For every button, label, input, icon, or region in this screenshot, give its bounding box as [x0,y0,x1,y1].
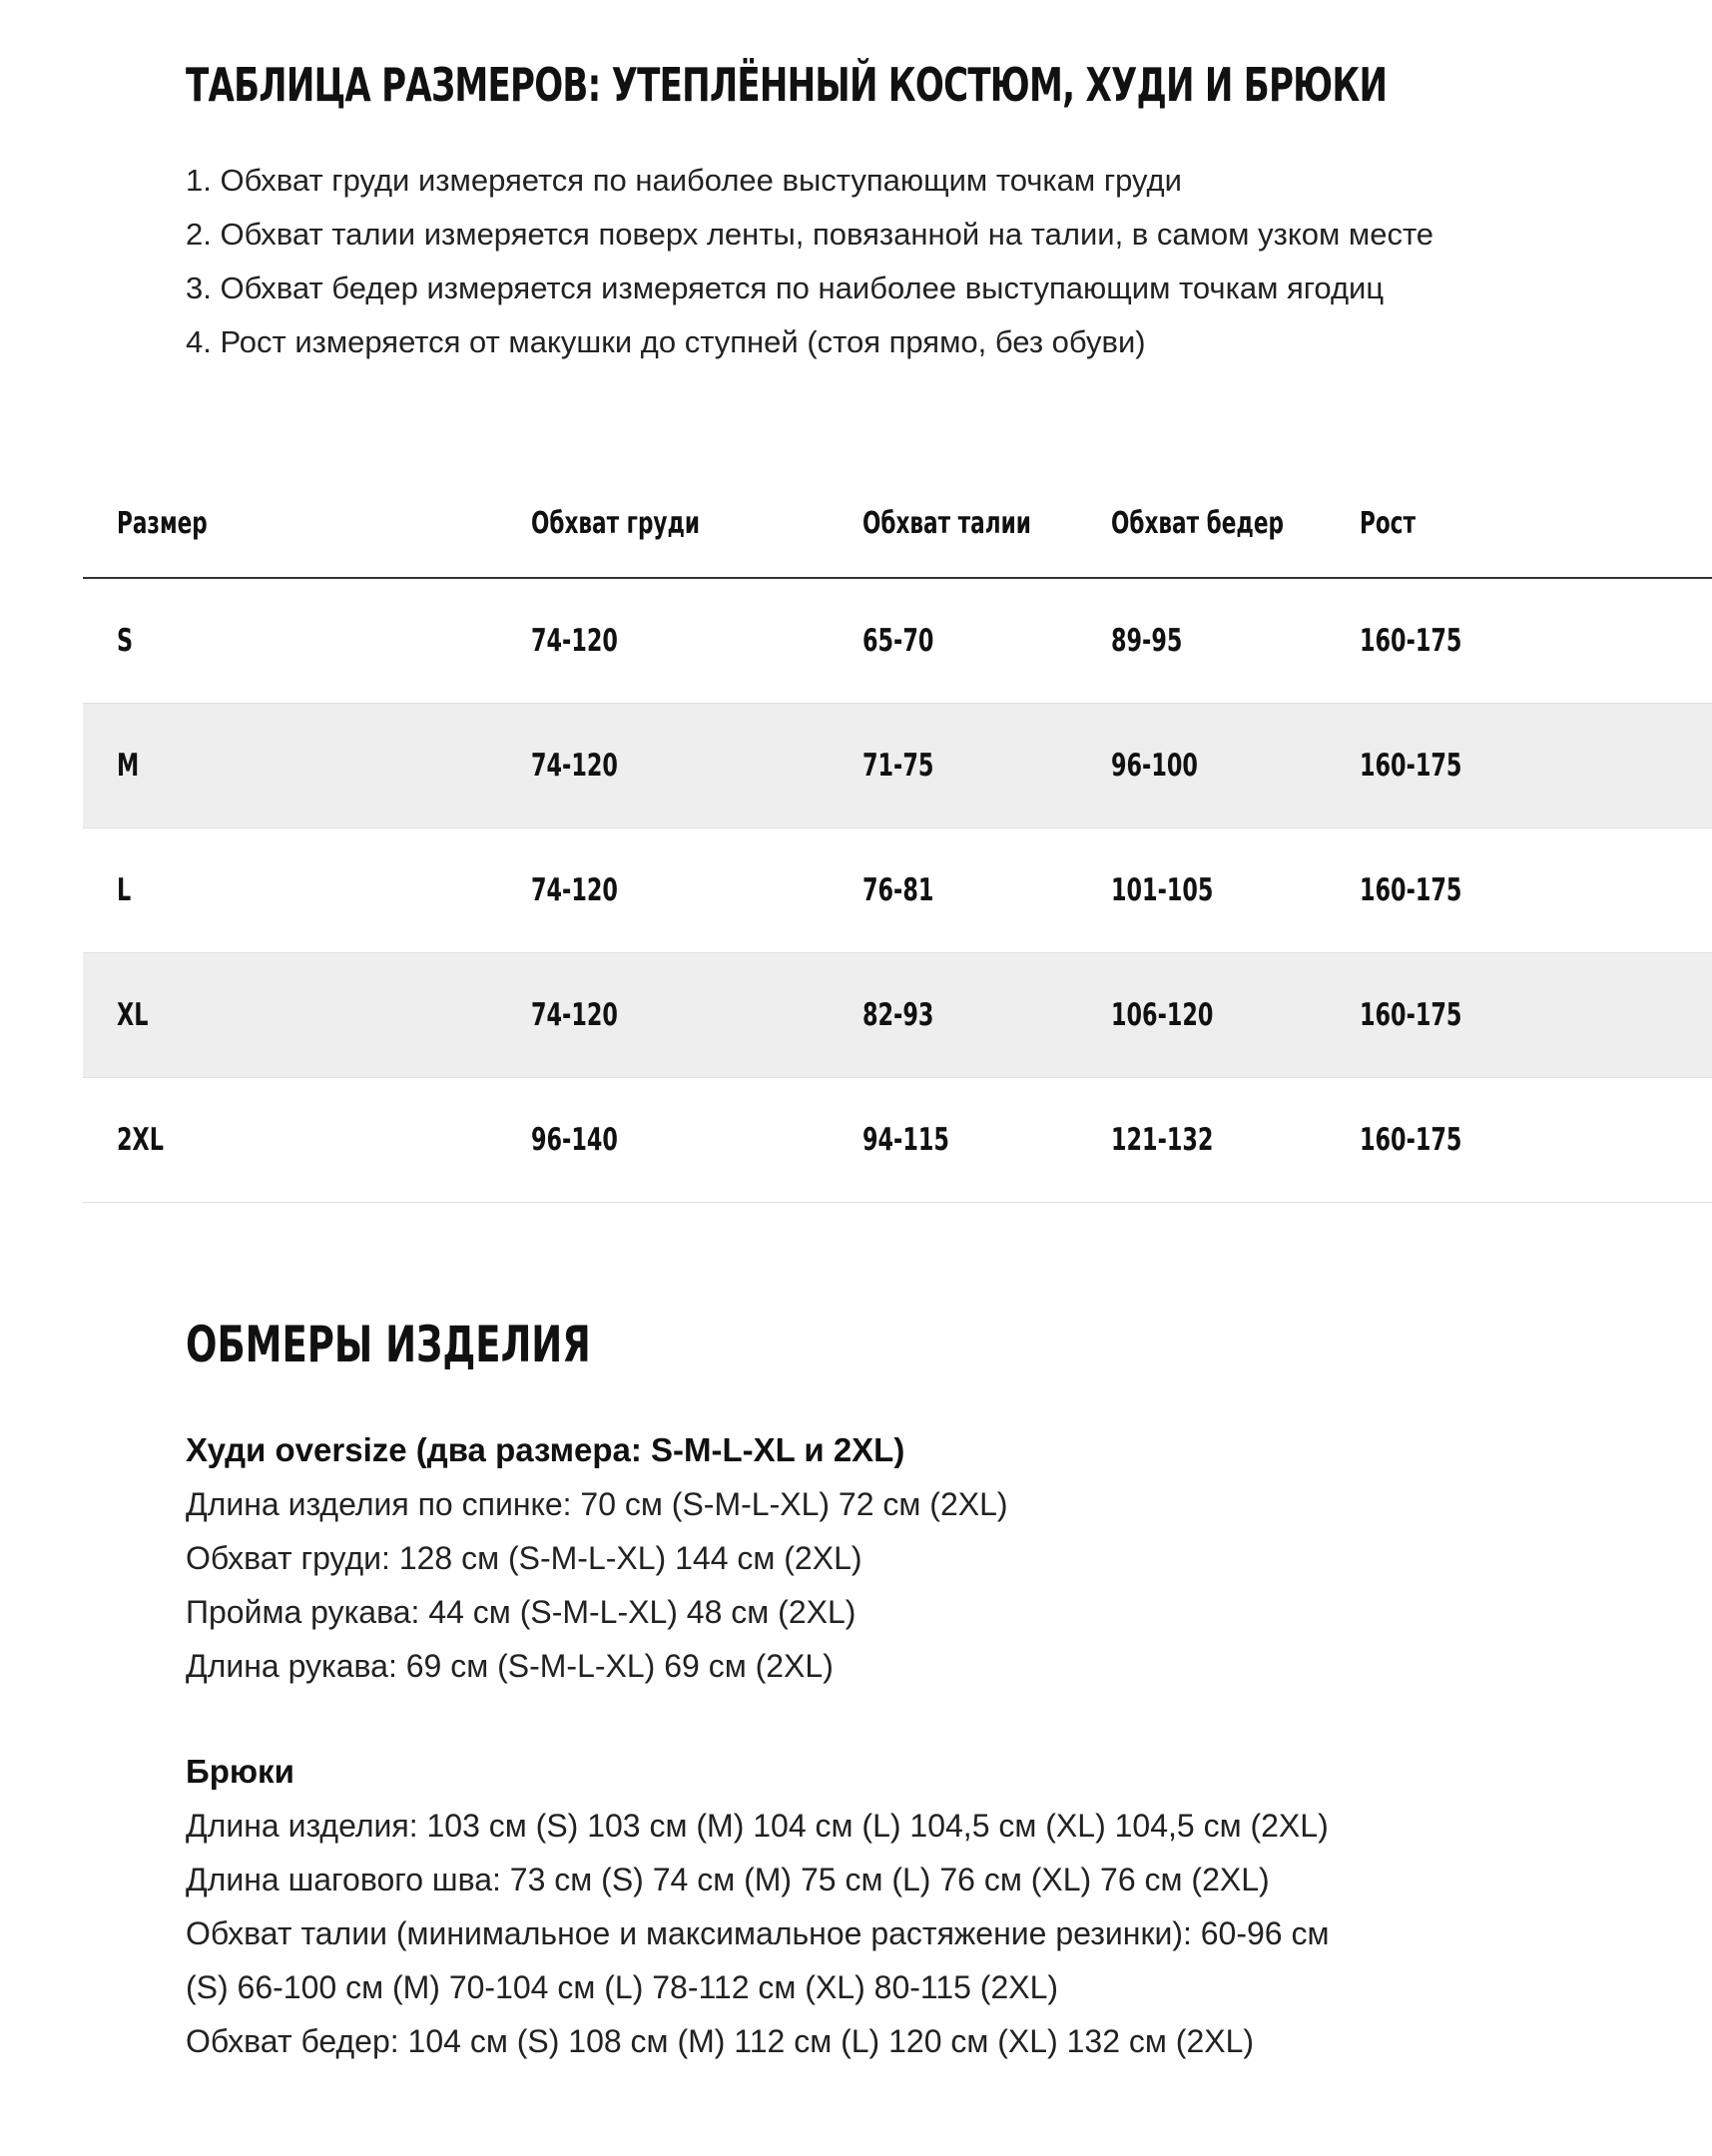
table-cell: 121-132 [1077,1078,1326,1203]
table-cell: 106-120 [1077,953,1326,1078]
size-table [83,469,1712,1203]
measuring-rule-chest: 1. Обхват груди измеряется по наиболее выступающим точкам груди [186,163,1182,198]
table-row [83,704,1712,828]
table-cell: 160-175 [1326,1078,1712,1203]
table-cell: 89-95 [1077,578,1326,704]
measuring-rule-waist: 2. Обхват талии измеряется поверх ленты, повязанной на талии, в самом узком месте [186,217,1434,252]
table-cell: 74-120 [497,578,829,704]
table-cell: 76-81 [829,828,1077,953]
table-cell: 96-100 [1077,704,1326,828]
table-cell: 101-105 [1077,828,1326,953]
table-cell: M [83,704,497,828]
column-header-size: Размер [117,505,208,541]
measuring-rule-hips: 3. Обхват бедер измеряется измеряется по наиболее выступающим точкам ягодиц [186,270,1385,305]
table-cell: 96-140 [497,1078,829,1203]
pants-line: Обхват талии (минимальное и максимальное растяжение резинки): 60-96 см [186,1915,1330,1951]
table-cell: 74-120 [497,953,829,1078]
measuring-rules-list [186,154,1433,369]
hoodie-line: Длина изделия по спинке: 70 см (S-M-L-XL) 72 см (2XL) [186,1486,1008,1522]
pants-heading: Брюки [186,1753,294,1790]
table-cell: 160-175 [1326,704,1712,828]
pants-line: Длина изделия: 103 см (S) 103 см (M) 104 см (L) 104,5 см (XL) 104,5 см (2XL) [186,1808,1329,1844]
table-cell: 160-175 [1326,953,1712,1078]
hoodie-line: Обхват груди: 128 см (S-M-L-XL) 144 см (2XL) [186,1540,862,1576]
measurements-title: ОБМЕРЫ ИЗДЕЛИЯ [186,1316,591,1373]
size-table-header-row [83,469,1712,578]
table-cell: XL [83,953,497,1078]
table-cell: L [83,828,497,953]
pants-line: Обхват бедер: 104 см (S) 108 см (M) 112 см (L) 120 см (XL) 132 см (2XL) [186,2023,1255,2059]
table-cell: 82-93 [829,953,1077,1078]
table-cell: S [83,578,497,704]
table-cell: 160-175 [1326,578,1712,704]
hoodie-line: Длина рукава: 69 см (S-M-L-XL) 69 см (2XL) [186,1648,834,1684]
hoodie-measurements [186,1423,1008,1693]
table-row [83,828,1712,953]
column-header-chest: Обхват груди [531,505,701,541]
table-cell: 65-70 [829,578,1077,704]
column-header-waist: Обхват талии [862,505,1031,541]
table-cell: 71-75 [829,704,1077,828]
table-cell: 74-120 [497,828,829,953]
column-header-height: Рост [1360,505,1417,541]
column-header-hips: Обхват бедер [1111,505,1284,541]
table-cell: 2XL [83,1078,497,1203]
hoodie-heading: Худи oversize (два размера: S-M-L-XL и 2XL) [186,1431,905,1468]
table-row [83,1078,1712,1203]
pants-line: (S) 66-100 см (M) 70-104 см (L) 78-112 см (XL) 80-115 (2XL) [186,1969,1059,2005]
measuring-rule-height: 4. Рост измеряется от макушки до ступней (стоя прямо, без обуви) [186,324,1146,359]
pants-measurements [186,1745,1329,2068]
pants-line: Длина шагового шва: 73 см (S) 74 см (M) 75 см (L) 76 см (XL) 76 см (2XL) [186,1862,1270,1897]
hoodie-line: Пройма рукава: 44 см (S-M-L-XL) 48 см (2XL) [186,1594,856,1630]
page-title: ТАБЛИЦА РАЗМЕРОВ: УТЕПЛЁННЫЙ КОСТЮМ, ХУДИ И БРЮКИ [186,58,1388,112]
table-row [83,578,1712,704]
table-cell: 74-120 [497,704,829,828]
table-cell: 94-115 [829,1078,1077,1203]
table-row [83,953,1712,1078]
table-cell: 160-175 [1326,828,1712,953]
